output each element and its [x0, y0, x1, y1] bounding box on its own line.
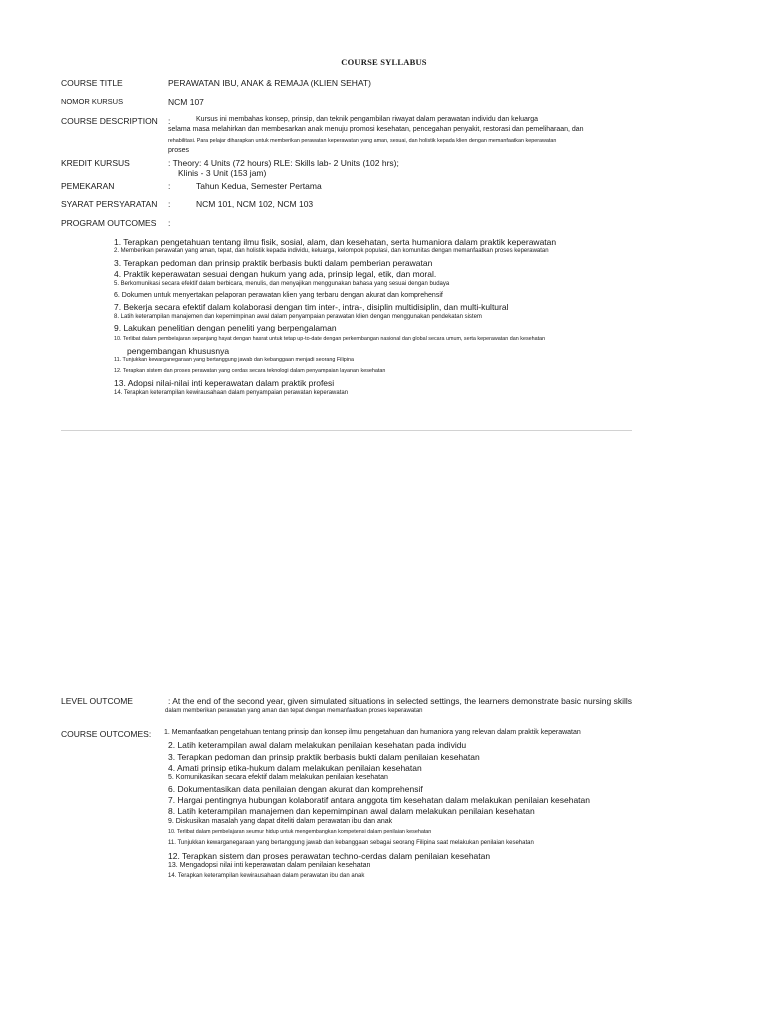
list-item: 4. Amati prinsip etika-hukum dalam melakukan penilaian kesehatan [168, 763, 422, 773]
program-outcomes-label: PROGRAM OUTCOMES [61, 218, 157, 228]
list-item: 5. Berkomunikasi secara efektif dalam berbicara, menulis, dan menyajikan menggunakan bahasa yang sesuai dengan budaya [114, 281, 450, 287]
list-item: 7. Bekerja secara efektif dalam kolaborasi dengan tim inter-, intra-, disiplin multidisiplin, dan multi-kultural [114, 302, 509, 312]
course-title-value: PERAWATAN IBU, ANAK & REMAJA (KLIEN SEHAT) [168, 78, 371, 88]
kredit-kursus-line1: : Theory: 4 Units (72 hours) RLE: Skills lab- 2 Units (102 hrs); [168, 158, 399, 168]
nomor-kursus-value: NCM 107 [168, 97, 204, 107]
course-description-line4: proses [168, 147, 190, 154]
level-outcome-line1: : At the end of the second year, given simulated situations in selected settings, the learners demonstrate basic nursing skills [168, 696, 632, 706]
course-description-line2: selama masa melahirkan dan membesarkan anak menuju promosi kesehatan, pencegahan penyakit, restorasi dan pemeliharaan, dan [168, 126, 584, 133]
pemekaran-value: Tahun Kedua, Semester Pertama [196, 181, 322, 191]
list-item: 9. Diskusikan masalah yang dapat diteliti dalam perawatan ibu dan anak [168, 818, 393, 825]
list-item: 10. Terlibat dalam pembelajaran sepanjang hayat dengan hasrat untuk tetap up-to-date dengan perkembangan nasional dan global secara umum, serta keperawatan dan kesehatan [114, 336, 546, 342]
kredit-kursus-line2: Klinis - 3 Unit (153 jam) [178, 168, 267, 178]
list-item: pengembangan khususnya [127, 346, 230, 356]
list-item: 11. Tunjukkan kewarganegaraan yang bertanggung jawab dan kebanggaan menjadi seorang Filipina [114, 357, 354, 363]
course-title-label: COURSE TITLE [61, 78, 123, 88]
list-item: 12. Terapkan sistem dan proses perawatan yang cerdas secara teknologi dalam penyampaian layanan kesehatan [114, 368, 386, 374]
list-item: 8. Latih keterampilan manajemen dan kepemimpinan awal dalam melakukan penilaian kesehatan [168, 806, 535, 816]
list-item: 13. Adopsi nilai-nilai inti keperawatan dalam praktik profesi [114, 378, 335, 388]
list-item: 11. Tunjukkan kewarganegaraan yang bertanggung jawab dan kebanggaan sebagai seorang Filipina saat melakukan penilaian kesehatan [168, 840, 534, 846]
list-item: 7. Hargai pentingnya hubungan kolaboratif antara anggota tim kesehatan dalam melakukan penilaian kesehatan [168, 795, 590, 805]
list-item: 9. Lakukan penelitian dengan peneliti yang berpengalaman [114, 323, 337, 333]
list-item: 12. Terapkan sistem dan proses perawatan techno-cerdas dalam penilaian kesehatan [168, 851, 491, 861]
list-item: 2. Latih keterampilan awal dalam melakukan penilaian kesehatan pada individu [168, 740, 467, 750]
list-item: 1. Memanfaatkan pengetahuan tentang prinsip dan konsep ilmu pengetahuan dan humaniora yang relevan dalam praktik keperawatan [164, 729, 581, 736]
level-outcome-line2: dalam memberikan perawatan yang aman dan tepat dengan memanfaatkan proses keperawatan [165, 708, 423, 714]
list-item: 14. Terapkan keterampilan kewirausahaan dalam penyampaian perawatan keperawatan [114, 390, 349, 396]
kredit-kursus-label: KREDIT KURSUS [61, 158, 130, 168]
course-description-line3: rehabilitasi. Para pelajar diharapkan untuk memberikan perawatan keperawatan yang aman, sesuai, dan holistik kepada klien dengan memanfaatkan keperawatan [168, 138, 557, 144]
list-item: 3. Terapkan pedoman dan prinsip praktik berbasis bukti dalam pemberian perawatan [114, 258, 433, 268]
section-divider [61, 430, 632, 431]
course-description-line1: Kursus ini membahas konsep, prinsip, dan teknik pengambilan riwayat dalam perawatan individu dan keluarga [196, 116, 539, 123]
list-item: 6. Dokumentasikan data penilaian dengan akurat dan komprehensif [168, 784, 423, 794]
list-item: 6. Dokumen untuk menyertakan pelaporan perawatan klien yang terbaru dengan akurat dan komprehensif [114, 292, 443, 299]
list-item: 1. Terapkan pengetahuan tentang ilmu fisik, sosial, alam, dan kesehatan, serta humaniora dalam praktik keperawatan [114, 237, 557, 247]
list-item: 8. Latih keterampilan manajemen dan kepemimpinan awal dalam penyampaian perawatan klien dengan menggunakan pendekatan sistem [114, 314, 482, 320]
syarat-persyaratan-label: SYARAT PERSYARATAN [61, 199, 158, 209]
list-item: 13. Mengadopsi nilai inti keperawatan dalam penilaian kesehatan [168, 862, 371, 869]
list-item: 2. Memberikan perawatan yang aman, tepat, dan holistik kepada individu, keluarga, kelompok populasi, dan komunitas dengan memanfaatkan proses keperawatan [114, 248, 549, 254]
list-item: 14. Terapkan keterampilan kewirausahaan dalam perawatan ibu dan anak [168, 873, 365, 879]
list-item: 10. Terlibat dalam pembelajaran seumur hidup untuk mengembangkan kompetensi dalam penilaian kesehatan [168, 829, 432, 835]
syarat-persyaratan-colon: : [168, 199, 171, 209]
program-outcomes-colon: : [168, 218, 171, 228]
course-outcomes-label: COURSE OUTCOMES: [61, 729, 152, 739]
pemekaran-label: PEMEKARAN [61, 181, 115, 191]
level-outcome-label: LEVEL OUTCOME [61, 696, 133, 706]
nomor-kursus-label: NOMOR KURSUS [61, 97, 124, 106]
list-item: 5. Komunikasikan secara efektif dalam melakukan penilaian kesehatan [168, 774, 388, 781]
course-description-colon: : [168, 116, 171, 126]
syarat-persyaratan-value: NCM 101, NCM 102, NCM 103 [196, 199, 314, 209]
course-description-label: COURSE DESCRIPTION [61, 116, 158, 126]
list-item: 4. Praktik keperawatan sesuai dengan hukum yang ada, prinsip legal, etik, dan moral. [114, 269, 437, 279]
list-item: 3. Terapkan pedoman dan prinsip praktik berbasis bukti dalam penilaian kesehatan [168, 752, 480, 762]
page-title: COURSE SYLLABUS [341, 57, 427, 67]
pemekaran-colon: : [168, 181, 171, 191]
